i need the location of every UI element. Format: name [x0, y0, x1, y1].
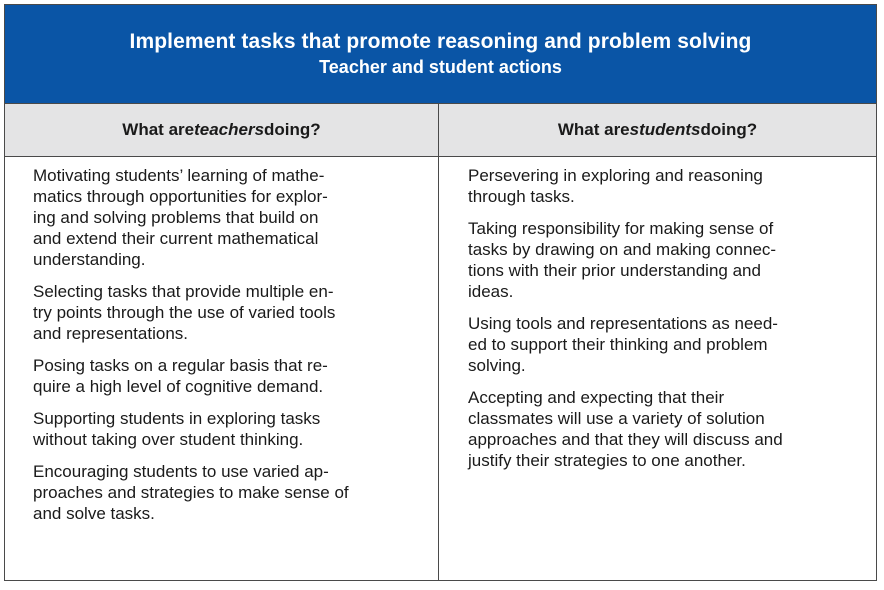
students-action-line: tions with their prior understanding and: [468, 261, 761, 280]
teachers-action-line: quire a high level of cognitive demand.: [33, 377, 324, 396]
teachers-action-line: ing and solving problems that build on: [33, 208, 319, 227]
teachers-column: [5, 157, 439, 580]
students-heading-emphasis: students: [629, 120, 701, 139]
teachers-action-line: matics through opportunities for explor-: [33, 187, 328, 206]
teachers-action-line: proaches and strategies to make sense of: [33, 483, 349, 502]
teachers-action-line: and extend their current mathematical: [33, 229, 319, 248]
table-banner: [5, 5, 876, 103]
column-header-row: [5, 103, 876, 157]
teachers-heading-post: doing?: [264, 120, 321, 139]
students-action-item: [468, 218, 856, 302]
teachers-heading-emphasis: teachers: [194, 120, 265, 139]
students-action-item: [468, 165, 856, 207]
students-heading-post: doing?: [700, 120, 758, 139]
table-subtitle: Teacher and student actions: [319, 57, 562, 77]
teachers-heading-pre: What are: [122, 120, 195, 139]
students-action-line: justify their strategies to one another.: [468, 451, 746, 470]
table-body: [5, 157, 876, 580]
students-action-line: tasks by drawing on and making connec-: [468, 240, 777, 259]
students-action-line: classmates will use a variety of solution: [468, 409, 765, 428]
students-action-line: ideas.: [468, 282, 514, 301]
teachers-action-item: [33, 461, 416, 524]
teachers-action-item: [33, 165, 416, 270]
students-action-line: through tasks.: [468, 187, 575, 206]
students-heading-pre: What are: [557, 120, 630, 139]
students-action-item: [468, 387, 856, 471]
teachers-action-line: Motivating students’ learning of mathe-: [33, 166, 325, 185]
students-action-line: Taking responsibility for making sense of: [468, 219, 774, 238]
students-action-line: approaches and that they will discuss and: [468, 430, 783, 449]
teachers-action-line: understanding.: [33, 250, 146, 269]
teachers-action-item: [33, 281, 416, 344]
teachers-action-line: and representations.: [33, 324, 188, 343]
teachers-action-line: Supporting students in exploring tasks: [33, 409, 321, 428]
teachers-column-header: [5, 104, 439, 156]
students-action-line: Accepting and expecting that their: [468, 388, 725, 407]
teachers-action-line: without taking over student thinking.: [33, 430, 304, 449]
actions-table: [4, 4, 877, 581]
teachers-action-line: Posing tasks on a regular basis that re-: [33, 356, 328, 375]
students-action-line: solving.: [468, 356, 526, 375]
students-column: [439, 157, 876, 580]
teachers-action-line: Encouraging students to use varied ap-: [33, 462, 329, 481]
teachers-action-line: try points through the use of varied tools: [33, 303, 336, 322]
students-action-line: Using tools and representations as need-: [468, 314, 778, 333]
students-action-line: Persevering in exploring and reasoning: [468, 166, 763, 185]
teachers-action-line: and solve tasks.: [33, 504, 155, 523]
teachers-action-item: [33, 408, 416, 450]
teachers-action-item: [33, 355, 416, 397]
students-action-line: ed to support their thinking and problem: [468, 335, 768, 354]
teachers-action-line: Selecting tasks that provide multiple en-: [33, 282, 334, 301]
table-title: Implement tasks that promote reasoning and problem solving: [129, 30, 752, 53]
students-action-item: [468, 313, 856, 376]
students-column-header: [439, 104, 876, 156]
